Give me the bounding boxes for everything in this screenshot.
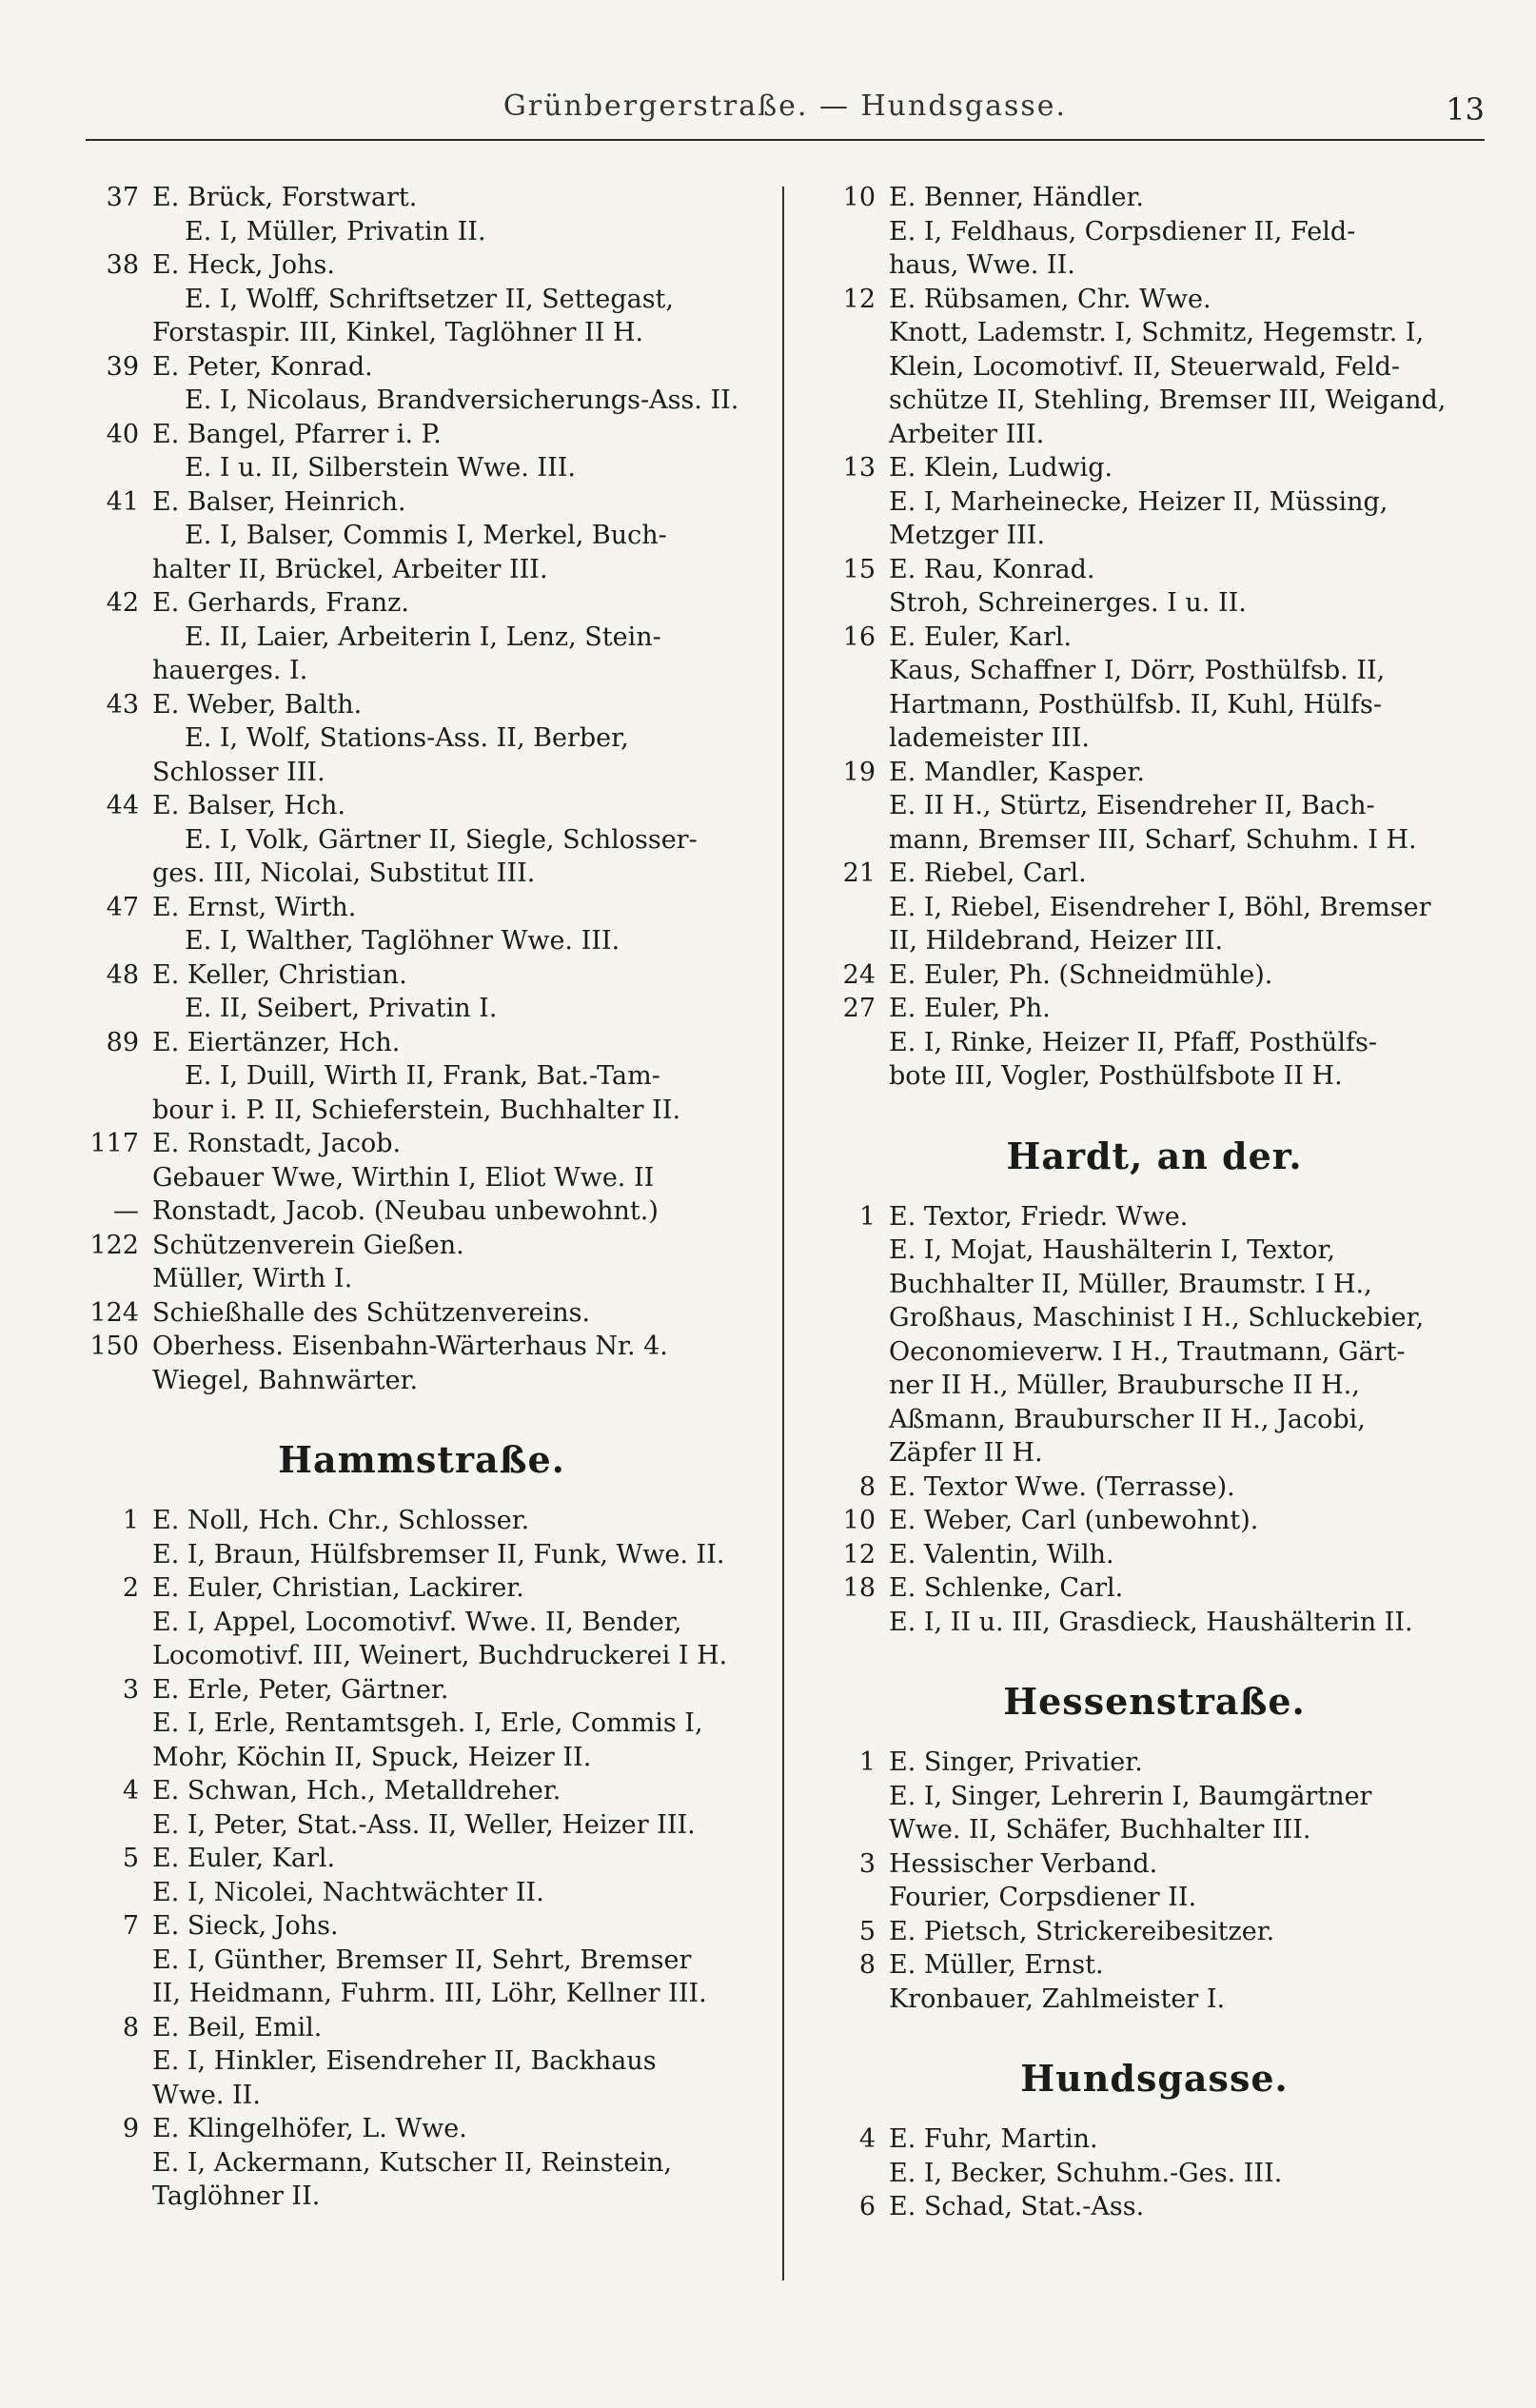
entry-line [817,1571,1492,1606]
entry-line [817,1948,1492,1983]
entry-text: E. II H., Stürtz, Eisendreher II, Bach- [889,791,1375,820]
entry-text: Wwe. II, Schäfer, Buchhalter III. [889,1815,1311,1845]
entry-text: haus, Wwe. II. [889,250,1075,280]
entry-line [80,248,763,283]
section-spacer [817,1639,1492,1658]
entry-text: E. I, Volk, Gärtner II, Siegle, Schlosser- [185,824,698,855]
entry-line [80,1707,763,1741]
entry-line [817,789,1492,823]
entry-line [817,2122,1492,2157]
entry-text: Taglöhner II. [152,2181,321,2211]
entry-text: E. Keller, Christian. [152,959,407,990]
entry-text: E. Benner, Händler. [889,183,1145,212]
entry-text: Fourier, Corpsdiener II. [889,1883,1197,1912]
house-number: 27 [842,994,876,1023]
house-number: 1 [858,1201,876,1232]
running-title: Grünbergerstraße. — Hundsgasse. [502,89,1068,123]
entry-text: E. Textor, Friedr. Wwe. [889,1201,1189,1232]
entry-line [817,1335,1492,1370]
column-divider [782,187,784,2280]
house-number: 47 [106,892,139,922]
entry-line [80,485,763,520]
entry-line [817,1915,1492,1949]
entry-line [817,1200,1492,1234]
entry-line [817,992,1492,1026]
entry-line [80,823,763,858]
entry-text: E. Schwan, Hch., Metalldreher. [152,1776,561,1806]
entry-line [817,418,1492,452]
entry-line [817,248,1492,283]
entry-text: E. I, Braun, Hülfsbremser II, Funk, Wwe. II. [152,1539,725,1569]
entry-line [817,823,1492,858]
house-number: 122 [89,1230,139,1260]
entry-text: Locomotivf. III, Weinert, Buchdruckerei I H. [152,1641,728,1670]
house-number: 4 [858,2124,876,2154]
entry-line [80,451,763,485]
entry-line [80,1194,763,1229]
entry-text: E. Mandler, Kasper. [889,757,1145,787]
entry-text: E. Euler, Ph. (Schneidmühle). [889,959,1273,990]
entry-text: E. Brück, Forstwart. [152,183,418,212]
entry-line [817,350,1492,385]
entry-line [817,1059,1492,1094]
page-number: 13 [1446,91,1485,128]
entry-text: E. I, Duill, Wirth II, Frank, Bat.-Tam- [185,1061,660,1091]
entry-text: E. Klein, Ludwig. [889,453,1113,483]
entry-line [80,1673,763,1707]
house-number: 19 [842,757,876,787]
entry-line [80,586,763,621]
entry-line [80,384,763,418]
entry-text: E. I, Walther, Taglöhner Wwe. III. [185,926,620,956]
entry-line [80,958,763,993]
entry-line [80,553,763,587]
running-head [86,82,1485,141]
entry-line [80,1296,763,1331]
entry-line [80,857,763,891]
entry-line [817,2157,1492,2191]
entry-text: E. Pietsch, Strickereibesitzer. [889,1916,1275,1946]
entry-line [80,756,763,790]
entry-line [817,1301,1492,1335]
entry-line [80,1944,763,1978]
entry-text: bour i. P. II, Schieferstein, Buchhalter II. [152,1095,681,1125]
entry-text: E. Ernst, Wirth. [152,892,357,922]
house-number: 1 [122,1506,139,1535]
entry-line [80,1538,763,1572]
entry-text: Zäpfer II H. [889,1438,1043,1468]
house-number: 44 [106,791,139,820]
entry-line [817,519,1492,553]
entry-line [817,621,1492,655]
entry-text: E. Erle, Peter, Gärtner. [152,1674,449,1705]
entry-line [80,2112,763,2146]
entry-line [80,654,763,688]
entry-text: E. I, Ackermann, Kutscher II, Reinstein, [152,2147,672,2178]
entry-text: E. I, Singer, Lehrerin I, Baumgärtner [889,1781,1372,1811]
entry-text: E. I, Wolff, Schriftsetzer II, Settegast, [185,284,674,314]
entry-text: E. I, Becker, Schuhm.-Ges. III. [889,2158,1283,2188]
entry-text: Oeconomieverw. I H., Trautmann, Gärt- [889,1336,1406,1367]
entry-text: Knott, Lademstr. I, Schmitz, Hegemstr. I, [889,318,1425,347]
entry-text: E. Klingelhöfer, L. Wwe. [152,2114,467,2143]
entry-line [817,1268,1492,1302]
entry-line [817,688,1492,722]
entry-line [817,721,1492,756]
entry-line [817,1606,1492,1640]
left-column [80,181,763,2214]
entry-line [817,283,1492,317]
entry-text: E. Fuhr, Martin. [889,2124,1098,2154]
entry-line [817,1403,1492,1437]
house-number: 1 [858,1747,876,1777]
entry-text: E. I, Müller, Privatin II. [185,216,486,247]
right-column [817,181,1492,2224]
house-number: 3 [858,1848,876,1879]
entry-line [80,1262,763,1296]
entry-line [80,721,763,756]
entry-text: E. I, II u. III, Grasdieck, Haushälterin II. [889,1607,1413,1637]
entry-line [817,958,1492,993]
section-spacer [80,1397,763,1416]
entry-text: Gebauer Wwe, Wirthin I, Eliot Wwe. II [152,1162,655,1193]
entry-text: E. II, Laier, Arbeiterin I, Lenz, Stein- [185,622,661,652]
section-spacer [817,1094,1492,1113]
entry-text: ges. III, Nicolai, Substitut III. [152,859,536,888]
entry-line [80,519,763,553]
entry-text: Hartmann, Posthülfsb. II, Kuhl, Hülfs- [889,689,1382,720]
street-heading: Hardt, an der. [1006,1134,1303,1177]
house-number: 5 [122,1844,139,1873]
entry-line [80,1229,763,1263]
entry-text: E. Schad, Stat.-Ass. [889,2192,1145,2221]
entry-text: E. I, Peter, Stat.-Ass. II, Weller, Heizer III. [152,1809,696,1840]
house-number: 7 [122,1911,139,1941]
entry-line [80,688,763,722]
entry-line [80,283,763,317]
entry-text: E. Weber, Carl (unbewohnt). [889,1506,1259,1535]
entry-text: E. Rübsamen, Chr. Wwe. [889,284,1211,314]
house-number: 10 [842,183,876,212]
entry-line [80,1774,763,1808]
entry-line [80,215,763,249]
entry-text: E. I u. II, Silberstein Wwe. III. [185,453,576,483]
house-number: 4 [122,1776,139,1806]
house-number: 124 [89,1297,139,1328]
entry-text: Arbeiter III. [889,419,1045,449]
entry-text: E. Müller, Ernst. [889,1950,1104,1980]
entry-text: lademeister III. [889,723,1090,753]
entry-text: II, Hildebrand, Heizer III. [889,926,1224,956]
house-number: 8 [858,1950,876,1980]
house-number: 42 [106,588,139,618]
entry-line [817,1234,1492,1268]
house-number: 2 [122,1573,139,1603]
house-number: 8 [858,1471,876,1502]
entry-line [817,1538,1492,1572]
entry-line [817,1983,1492,2017]
house-number: 38 [106,250,139,280]
entry-text: Kronbauer, Zahlmeister I. [889,1984,1226,2014]
entry-text: E. Rau, Konrad. [889,554,1095,584]
entry-line [817,553,1492,587]
entry-text: E. I, Günther, Bremser II, Sehrt, Bremser [152,1944,692,1975]
entry-line [817,2190,1492,2224]
house-number: 39 [106,351,139,382]
house-number: 41 [106,486,139,517]
entry-text: E. Riebel, Carl. [889,859,1087,888]
house-number: 13 [842,453,876,483]
entry-line [817,316,1492,350]
entry-line [80,350,763,385]
entry-text: E. Euler, Christian, Lackirer. [152,1573,524,1603]
house-number: 12 [842,284,876,314]
house-number: 43 [106,689,139,720]
entry-line [817,181,1492,215]
entry-text: E. Bangel, Pfarrer i. P. [152,419,442,449]
entry-line [817,1026,1492,1060]
entry-text: E. I, Nicolei, Nachtwächter II. [152,1877,544,1907]
house-number: 9 [122,2114,139,2143]
entry-text: E. I, Feldhaus, Corpsdiener II, Feld- [889,216,1356,247]
entry-line [80,1504,763,1538]
entry-line [817,384,1492,418]
section-spacer [817,2016,1492,2035]
entry-text: Großhaus, Maschinist I H., Schluckebier, [889,1303,1425,1332]
house-number: 6 [858,2192,876,2221]
entry-line [80,1059,763,1094]
entry-text: Aßmann, Brauburscher II H., Jacobi, [889,1404,1366,1434]
entry-line [80,1842,763,1876]
entry-text: E. Euler, Karl. [889,622,1073,652]
entry-text: E. I, Hinkler, Eisendreher II, Backhaus [152,2046,657,2076]
entry-line [817,485,1492,520]
entry-line [80,316,763,350]
entry-text: E. Weber, Balth. [152,689,363,720]
entry-line [817,1470,1492,1505]
entry-line [80,1127,763,1161]
street-heading: Hundsgasse. [1020,2057,1289,2100]
entry-text: Schützenverein Gießen. [152,1230,464,1260]
entry-text: E. Gerhards, Franz. [152,588,409,618]
entry-text: Schlosser III. [152,757,325,787]
entry-line [80,1977,763,2011]
entry-text: Buchhalter II, Müller, Braumstr. I H., [889,1269,1372,1299]
entry-text: halter II, Brückel, Arbeiter III. [152,554,548,584]
entry-line [80,1639,763,1673]
house-number: 117 [89,1129,139,1158]
house-number: 48 [106,959,139,990]
street-heading: Hammstraße. [278,1438,565,1481]
house-number: 16 [842,622,876,652]
entry-text: E. Eiertänzer, Hch. [152,1027,401,1057]
street-heading: Hessenstraße. [1003,1680,1306,1723]
house-number: 8 [122,2012,139,2043]
entry-line [80,2146,763,2181]
entry-text: E. Peter, Konrad. [152,351,373,382]
entry-line [817,1813,1492,1847]
entry-line [80,924,763,958]
entry-line [817,1881,1492,1915]
entry-text: E. I, Rinke, Heizer II, Pfaff, Posthülfs- [889,1027,1377,1057]
entry-line [817,586,1492,621]
house-number: 40 [106,419,139,449]
house-number: 89 [106,1027,139,1057]
entry-text: E. II, Seibert, Privatin I. [185,994,498,1023]
entry-line [80,1161,763,1195]
entry-text: Schießhalle des Schützenvereins. [152,1297,591,1328]
entry-line [817,1369,1492,1403]
entry-line [80,418,763,452]
house-number: — [113,1196,139,1226]
entry-line [817,924,1492,958]
entry-text: Mohr, Köchin II, Spuck, Heizer II. [152,1742,592,1772]
entry-text: E. Euler, Karl. [152,1844,336,1873]
entry-line [80,1606,763,1640]
entry-text: E. Noll, Hch. Chr., Schlosser. [152,1506,530,1535]
entry-line [80,789,763,823]
entry-text: E. Valentin, Wilh. [889,1539,1114,1569]
entry-text: E. I, Nicolaus, Brandversicherungs-Ass. II. [185,385,739,415]
entry-line [80,2180,763,2214]
entry-text: E. Heck, Johs. [152,250,335,280]
entry-text: E. Textor Wwe. (Terrasse). [889,1471,1235,1502]
entry-text: II, Heidmann, Fuhrm. III, Löhr, Kellner III. [152,1979,707,2008]
house-number: 15 [842,554,876,584]
entry-line [80,181,763,215]
entry-line [80,1571,763,1606]
entry-text: bote III, Vogler, Posthülfsbote II H. [889,1061,1343,1091]
entry-line [817,857,1492,891]
entry-text: E. Sieck, Johs. [152,1911,339,1941]
entry-line [817,1436,1492,1470]
house-number: 150 [89,1332,139,1361]
entry-text: E. Beil, Emil. [152,2012,323,2043]
entry-line [80,1741,763,1775]
entry-line [80,891,763,925]
entry-text: E. Euler, Ph. [889,994,1051,1023]
entry-line [817,1504,1492,1538]
entry-text: Oberhess. Eisenbahn-Wärterhaus Nr. 4. [152,1332,668,1361]
entry-text: Forstaspir. III, Kinkel, Taglöhner II H. [152,318,644,347]
house-number: 21 [842,859,876,888]
entry-text: Wiegel, Bahnwärter. [152,1365,419,1395]
entry-text: E. I, Erle, Rentamtsgeh. I, Erle, Commis I, [152,1708,703,1738]
entry-line [817,1780,1492,1814]
house-number: 12 [842,1539,876,1569]
entry-text: E. I, Wolf, Stations-Ass. II, Berber, [185,723,629,753]
entry-line [80,1094,763,1128]
entry-text: ner II H., Müller, Braubursche II H., [889,1371,1360,1400]
entry-line [80,621,763,655]
entry-text: E. Balser, Hch. [152,791,346,820]
entry-line [80,1026,763,1060]
house-number: 37 [106,183,139,212]
entry-line [817,451,1492,485]
entry-text: hauerges. I. [152,656,308,685]
entry-text: Wwe. II. [152,2080,261,2110]
entry-line [817,1746,1492,1780]
entry-text: E. I, Riebel, Eisendreher I, Böhl, Bremser [889,892,1431,922]
entry-text: E. I, Appel, Locomotivf. Wwe. II, Bender, [152,1607,682,1637]
entry-text: Ronstadt, Jacob. (Neubau unbewohnt.) [152,1196,659,1226]
house-number: 10 [842,1506,876,1535]
entry-line [817,1847,1492,1882]
entry-text: Müller, Wirth I. [152,1264,353,1293]
entry-line [80,1876,763,1910]
entry-line [80,1808,763,1843]
entry-line [817,654,1492,688]
entry-text: Klein, Locomotivf. II, Steuerwald, Feld- [889,351,1400,382]
entry-line [80,1364,763,1398]
house-number: 24 [842,959,876,990]
entry-line [80,992,763,1026]
house-number: 3 [122,1674,139,1705]
entry-text: E. Balser, Heinrich. [152,486,406,517]
entry-line [817,891,1492,925]
entry-text: Kaus, Schaffner I, Dörr, Posthülfsb. II, [889,656,1386,685]
entry-text: schütze II, Stehling, Bremser III, Weigand, [889,385,1447,415]
house-number: 18 [842,1573,876,1603]
entry-text: mann, Bremser III, Scharf, Schuhm. I H. [889,824,1417,855]
entry-text: E. I, Mojat, Haushälterin I, Textor, [889,1235,1336,1265]
entry-line [80,2044,763,2079]
entry-line [80,1330,763,1364]
entry-text: E. Schlenke, Carl. [889,1573,1124,1603]
entry-text: Stroh, Schreinerges. I u. II. [889,588,1247,618]
entry-line [80,2079,763,2113]
entry-text: E. I, Marheinecke, Heizer II, Müssing, [889,486,1388,517]
entry-line [80,2011,763,2045]
entry-text: E. I, Balser, Commis I, Merkel, Buch- [185,521,667,550]
entry-line [817,756,1492,790]
entry-text: E. Singer, Privatier. [889,1747,1143,1777]
entry-text: Metzger III. [889,521,1046,550]
house-number: 5 [858,1916,876,1946]
entry-line [817,215,1492,249]
entry-line [80,1909,763,1944]
entry-text: Hessischer Verband. [889,1848,1158,1879]
entry-text: E. Ronstadt, Jacob. [152,1129,402,1158]
